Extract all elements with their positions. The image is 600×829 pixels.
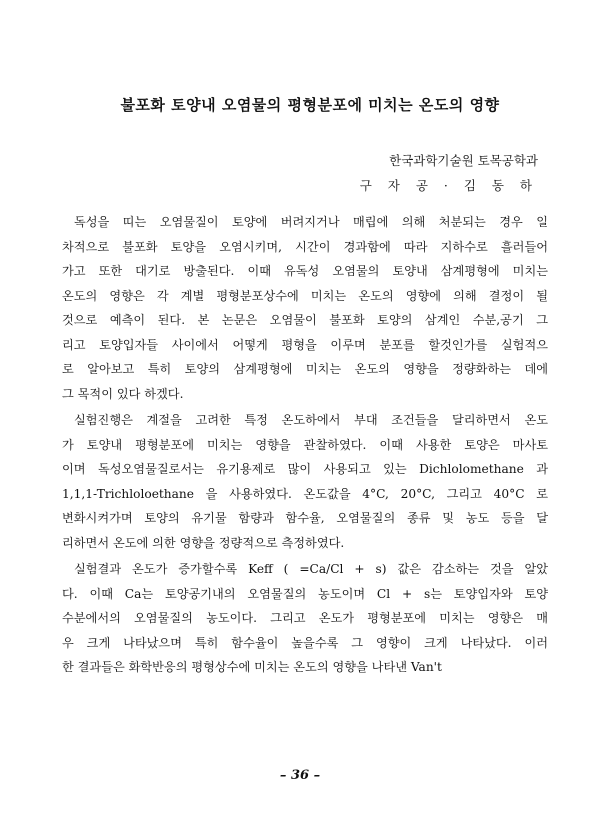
paragraph-2-line: 1,1,1-Trichloloethane 을 사용하였다. 온도값을 4°C, 20°C, 그리고 40°C 로 (62, 486, 548, 501)
paragraph-2-line: 실험진행은 계절을 고려한 특정 온도하에서 부대 조건들을 달리하면서 온도 (74, 413, 548, 427)
paragraph-3-line: 한 결과들은 화학반응의 평형상수에 미치는 온도의 영향을 나타낸 Van't (62, 660, 442, 674)
paragraph-2-line: 리하면서 온도에 의한 영향을 정량적으로 측정하였다. (62, 535, 345, 550)
paragraph-3-line: 다. 이때 Ca는 토양공기내의 오염물질의 농도이며 Cl + s는 토양입자와 토양 (62, 586, 548, 601)
paper-title: 불포화 토양내 오염물의 평형분포에 미치는 온도의 영향 (120, 96, 500, 114)
author-affiliation: 한국과학기술원 토목공학과 (389, 153, 538, 168)
paragraph-3-line: 실험결과 온도가 증가할수록 Keff ( =Ca/Cl + s) 값은 감소하는 것을 알았 (74, 562, 548, 576)
paragraph-2-line: 이며 독성오염물질로서는 유기용제로 많이 사용되고 있는 Dichlolomethane 과 (62, 462, 548, 476)
paragraph-1-line: 독성을 띠는 오염물질이 토양에 버려지거나 매립에 의해 처분되는 경우 일 (74, 215, 548, 229)
paragraph-3-line: 우 크게 나타났으며 특히 함수율이 높을수록 그 영향이 크게 나타났다. 이러 (62, 635, 548, 650)
paragraph-1-line: 것으로 예측이 된다. 본 논문은 오염물이 불포화 토양의 삼계인 수분,공기 그 (62, 313, 548, 327)
paragraph-3-line: 수분에서의 오염물질의 농도이다. 그리고 온도가 평형분포에 미치는 영향은 매 (62, 611, 548, 625)
author-names: 구 자 공 · 김 동 하 (359, 178, 538, 193)
paragraph-1-line: 차적으로 불포화 토양을 오염시키며, 시간이 경과함에 따라 지하수로 흘러들어 (62, 239, 548, 254)
paragraph-1-line: 온도의 영향은 각 계별 평형분포상수에 미치는 온도의 영향에 의해 결정이 될 (62, 288, 548, 303)
paragraph-1-line: 그 목적이 있다 하겠다. (62, 386, 184, 401)
paragraph-1-line: 로 알아보고 특히 토양의 삼계평형에 미치는 온도의 영향을 정량화하는 데에 (62, 362, 548, 376)
paragraph-1-line: 리고 토양입자들 사이에서 어떻게 평형을 이루며 분포를 할것인가를 실험적으 (62, 337, 548, 352)
page-number: – 36 – (279, 768, 321, 783)
abstract-body (62, 210, 548, 680)
paragraph-2-line: 변화시켜가며 토양의 유기물 함량과 함수율, 오염물질의 종류 및 농도 등을 달 (62, 511, 548, 525)
paragraph-2-line: 가 토양내 평형분포에 미치는 영향을 관찰하였다. 이때 사용한 토양은 마사토 (62, 437, 548, 452)
paragraph-1-line: 가고 또한 대기로 방출된다. 이때 유독성 오염물의 토양내 삼계평형에 미치는 (62, 264, 548, 278)
